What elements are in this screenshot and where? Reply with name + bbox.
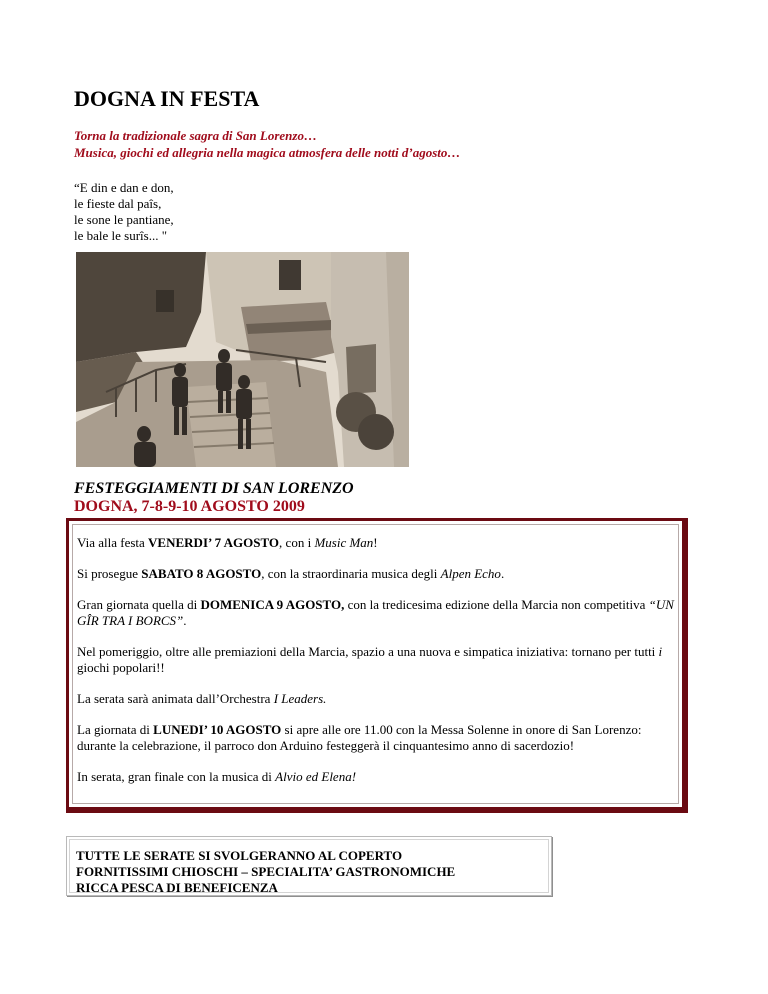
date-highlight: VENERDI’ 7 AGOSTO [148,535,280,550]
date-highlight: SABATO 8 AGOSTO [141,566,262,581]
historic-village-photo [76,252,409,467]
program-sunday [77,597,674,629]
text: La serata sarà animata dall’Orchestra [77,691,274,706]
notice-line: TUTTE LE SERATE SI SVOLGERANNO AL COPERTO [76,848,403,863]
program-monday [77,722,674,754]
poem-line: “E din e dan e don, [74,180,174,195]
program-friday [77,535,674,551]
text: ! [373,535,378,550]
poem-line: le fieste dal paîs, [74,196,162,211]
notice-line: FORNITISSIMI CHIOSCHI – SPECIALITA’ GASTRONOMICHE [76,864,456,879]
program-content [72,524,679,804]
band-name: Alvio ed Elena! [275,769,357,784]
event-name: “UN GÎR TRA I BORCS” [77,597,674,628]
program-afternoon [77,644,674,676]
text: Nel pomeriggio, oltre alle premiazioni della Marcia, spazio a una nuova e simpatica iniziativa: tornano per tutti [77,644,659,659]
program-saturday [77,566,674,582]
tagline-line: Torna la tradizionale sagra di San Lorenzo… [74,128,317,143]
text: , con i [279,535,315,550]
band-name: Alpen Echo [440,566,501,581]
program-box [66,518,688,813]
text: con la tredicesima edizione della Marcia non competitiva [344,597,649,612]
notice-content [69,839,549,893]
tagline-line: Musica, giochi ed allegria nella magica atmosfera delle notti d’agosto… [74,145,461,160]
program-evening [77,691,674,707]
date-highlight: DOMENICA 9 AGOSTO, [200,597,345,612]
event-title: FESTEGGIAMENTI DI SAN LORENZO [74,480,354,497]
text: si apre alle ore 11.00 con la Messa Solenne in onore di San Lorenzo: durante la celebrazione, il parroco don Arduino festeggerà il cinquantesimo anno di sacerdozio! [77,722,642,753]
text: In serata, gran finale con la musica di [77,769,276,784]
text: . [500,566,505,581]
text: giochi popolari!! [77,660,165,675]
poem-line: le sone le pantiane, [74,212,174,227]
poem-line: le bale le surîs... " [74,228,168,243]
text: Gran giornata quella di [77,597,201,612]
poem [74,180,174,244]
tagline [74,127,460,161]
notice-line: RICCA PESCA DI BENEFICENZA [76,880,278,895]
page-title: DOGNA IN FESTA [74,86,260,111]
notice-box [66,836,552,896]
band-name: I Leaders. [273,691,327,706]
photo-illustration [76,252,409,467]
event-dates: DOGNA, 7-8-9-10 AGOSTO 2009 [74,498,305,515]
band-name: Music Man [314,535,374,550]
text: Via alla festa [77,535,149,550]
program-finale [77,769,674,785]
date-highlight: LUNEDI’ 10 AGOSTO [153,722,282,737]
text: . [183,613,187,628]
emphasis: i [658,644,663,659]
text: Si prosegue [77,566,142,581]
text: , con la straordinaria musica degli [261,566,441,581]
text: La giornata di [77,722,154,737]
